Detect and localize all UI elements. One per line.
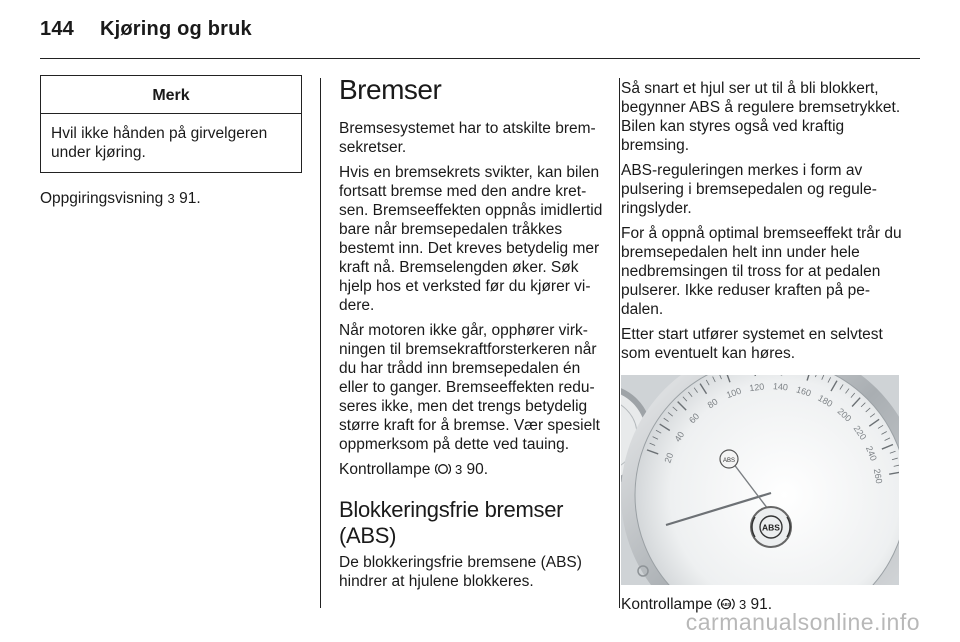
control-lamp-label: Kontrollampe [621,596,713,613]
gauge-tick-label: 80 [705,396,720,411]
paragraph: De blokkeringsfrie bremsene (ABS) hindrer at hjulene blokkeres. [339,554,582,590]
paragraph: Bremsesystemet har to atskilte bremsekretser. [339,120,596,156]
ref-page-link[interactable]: 90. [466,461,489,478]
section-title: Bremser [339,74,442,105]
cross-reference [40,189,302,208]
gauge-tick-label: 240 [863,444,879,463]
speedometer-svg [621,375,899,585]
ref-text: Oppgiringsvisning [40,190,164,207]
subsection-title: Blokkeringsfrie bremser (ABS) [339,497,564,548]
small-abs-lamp [720,450,738,468]
ref-page-link[interactable]: 91. [750,596,773,613]
control-lamp-reference [339,460,604,479]
ref-arrow-icon: 3 [454,462,463,477]
watermark: carmanualsonline.info [685,609,920,635]
note-box [40,75,302,173]
chapter-title: Kjøring og bruk [99,18,252,40]
gauge-tick-label: 260 [871,467,885,485]
gauge-tick-label: 100 [725,385,743,401]
control-lamp-label: Kontrollampe [339,461,431,478]
page-header [40,18,252,41]
gauge-tick-label: 160 [794,384,813,399]
svg-text:ABS: ABS [721,602,731,607]
column-divider-1 [320,78,321,608]
abs-callout [751,507,791,547]
paragraph: Så snart et hjul ser ut til å bli blokkert, begynner ABS å regulere bremsetrykket. Bilen kan styres også ved kraftig bremsing. [621,80,901,154]
paragraph: Når motoren ikke går, opphører virkningen til bremsekraftforsterkeren når du har trådd inn bremsepedalen én eller to ganger. Bremseeffekten reduseres ikke, men det trengs betydelig større kraft for å bremse. Vær spesielt oppmerksom på dette ved tauing. [339,322,600,453]
gauge-tick-label: 20 [662,451,676,465]
gauge-tick-label: 60 [687,411,702,426]
gauge-tick-label: 140 [772,381,789,393]
column-divider-2 [619,78,620,608]
brake-warning-icon [435,462,451,476]
column-middle [339,75,604,597]
speedometer-illustration [621,375,899,585]
note-text: Hvil ikke hånden på girvelgeren under kjøring. [51,125,268,161]
gauge-tick-label: 40 [672,429,687,444]
paragraph: Hvis en bremsekrets svikter, kan bilen fortsatt bremse med den andre kretsen. Bremseeffekten oppnås imidlertid bare når bremsepedalen tråkkes bestemt inn. Det kreves betydelig mer kraft nå. Bremselengden øker. Søk hjelp hos et verksted før du kjører videre. [339,164,603,314]
paragraph: ABS-reguleringen merkes i form av pulsering i bremsepedalen og reguleringslyder. [621,162,877,217]
svg-text:ABS: ABS [762,522,780,533]
gauge-tick-label: 220 [851,423,869,442]
gauge-tick-label: 200 [835,406,854,424]
header-divider [40,58,920,59]
column-right [621,79,903,620]
gauge-dial [635,375,899,585]
gauge-tick-label: 180 [816,392,835,410]
gauge-tick-label: 120 [748,381,765,394]
ref-arrow-icon: 3 [167,191,175,206]
column-left [40,75,302,214]
paragraph: For å oppnå optimal bremseeffekt trår du bremsepedalen helt inn under hele nedbremsingen til tross for at pedalen pulserer. Ikke reduser kraften på pedalen. [621,225,902,318]
note-title: Merk [41,76,301,114]
ref-arrow-icon: 3 [738,597,747,612]
page-number: 144 [40,18,74,40]
paragraph: Etter start utfører systemet en selvtest som eventuelt kan høres. [621,326,883,362]
svg-text:ABS: ABS [722,458,736,464]
ref-page-link[interactable]: 91. [179,190,201,207]
